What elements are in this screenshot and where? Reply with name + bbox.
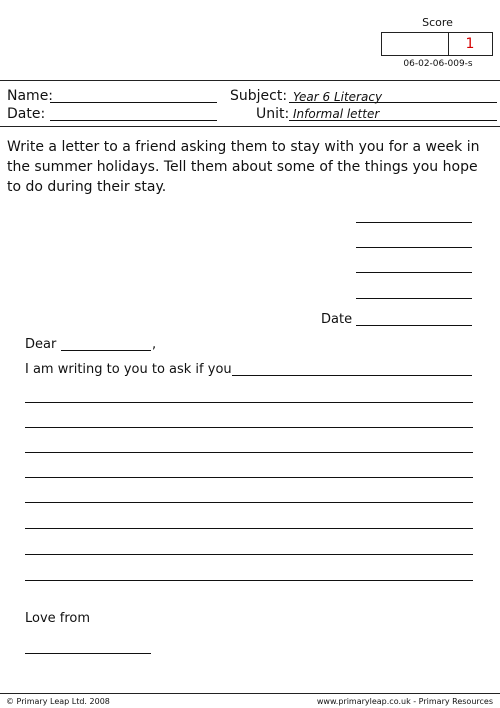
header-bottom-rule	[0, 126, 500, 127]
worksheet-code: 06-02-06-009-s	[403, 59, 473, 69]
unit-value: Informal letter	[293, 107, 380, 121]
instructions: Write a letter to a friend asking them to stay with you for a week in the summer holidays. Tell them about some of the things you hope to do during their stay.	[7, 139, 480, 195]
name-field[interactable]	[50, 102, 217, 103]
address-line-4[interactable]	[356, 298, 472, 299]
writing-line[interactable]	[25, 528, 473, 529]
header-top-rule	[0, 80, 500, 81]
closing-label: Love from	[25, 611, 91, 626]
letter-date-label: Date	[321, 312, 353, 327]
letter-opening: I am writing to you to ask if you	[25, 362, 232, 377]
footer-rule	[0, 693, 500, 694]
footer-copyright: © Primary Leap Ltd. 2008	[6, 697, 110, 706]
address-line-3[interactable]	[356, 272, 472, 273]
dear-comma: ,	[152, 337, 157, 352]
score-label: Score	[422, 16, 453, 29]
writing-line[interactable]	[25, 554, 473, 555]
subject-value: Year 6 Literacy	[293, 90, 383, 104]
writing-line[interactable]	[25, 402, 473, 403]
subject-field	[289, 102, 497, 103]
date-label: Date:	[7, 106, 46, 122]
address-line-2[interactable]	[356, 247, 472, 248]
dear-label: Dear	[25, 337, 57, 352]
writing-line[interactable]	[25, 502, 473, 503]
dear-name-line[interactable]	[61, 350, 151, 351]
opening-line[interactable]	[232, 375, 472, 376]
address-line-1[interactable]	[356, 222, 472, 223]
score-blank-cell	[382, 33, 449, 55]
score-value: 1	[465, 36, 475, 52]
signature-line[interactable]	[25, 653, 151, 654]
unit-field	[289, 120, 497, 121]
writing-line[interactable]	[25, 452, 473, 453]
writing-line[interactable]	[25, 427, 473, 428]
subject-label: Subject:	[230, 88, 288, 104]
footer-website: www.primaryleap.co.uk - Primary Resources	[316, 697, 493, 706]
name-label: Name:	[7, 88, 54, 104]
writing-line[interactable]	[25, 580, 473, 581]
date-field[interactable]	[50, 120, 217, 121]
score-box	[381, 32, 493, 56]
unit-label: Unit:	[256, 106, 290, 122]
writing-line[interactable]	[25, 477, 473, 478]
letter-date-line[interactable]	[356, 325, 472, 326]
